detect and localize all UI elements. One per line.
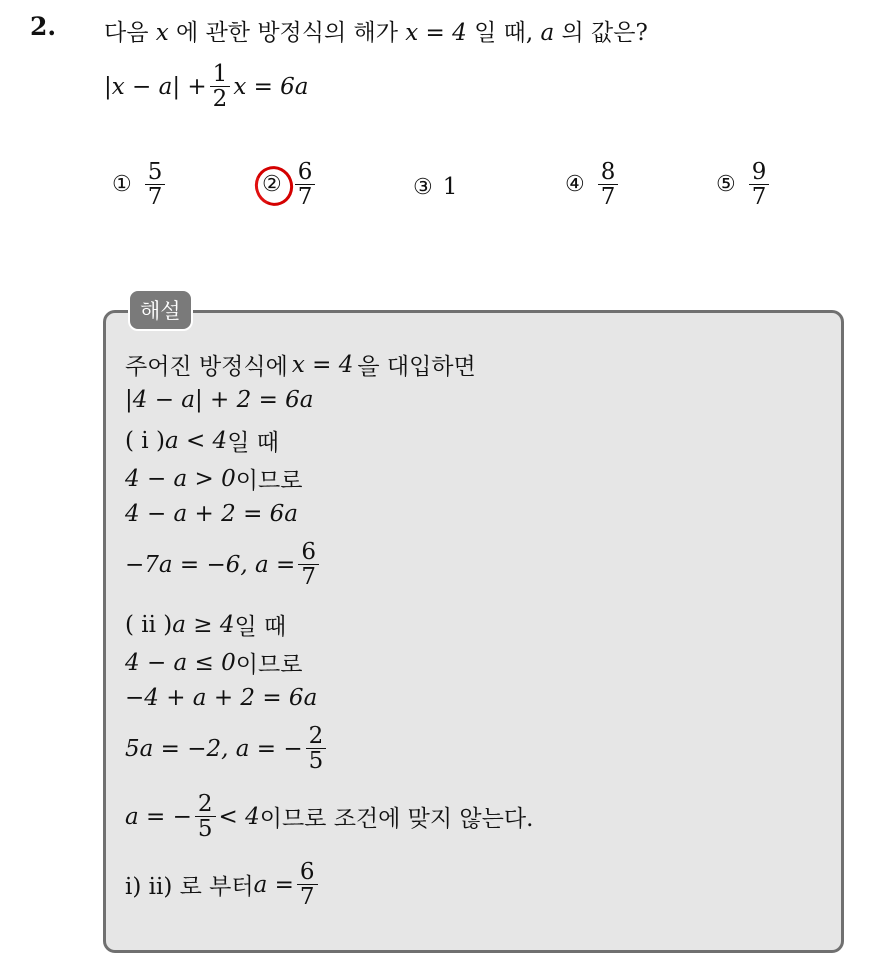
solution-line-8: 4 − a ≤ 0 이므로	[125, 649, 303, 678]
choice-5[interactable]: ⑤ $\frac{9}{7}$	[716, 160, 772, 209]
question-number: 2.	[30, 12, 57, 41]
equation-fraction: $\frac{1}{2}$	[210, 62, 231, 111]
choice-2[interactable]: ② $\frac{6}{7}$	[262, 160, 318, 209]
solution-line-12: i) ii) 로 부터 a = $\frac{6}{7}$	[125, 860, 321, 909]
choice-3[interactable]: ③ 1	[413, 174, 458, 200]
choice-1[interactable]: ① $\frac{5}{7}$	[112, 160, 168, 209]
solution-line-10: 5a = −2, a = − $\frac{2}{5}$	[125, 724, 329, 773]
answer-choices	[0, 160, 884, 220]
choice-4[interactable]: ④ $\frac{8}{7}$	[565, 160, 621, 209]
question-equation: |x − a| + $\frac{1}{2}$ x = 6a	[104, 61, 309, 113]
solution-line-6: −7a = −6, a = $\frac{6}{7}$	[125, 540, 322, 589]
solution-line-9: −4 + a + 2 = 6a	[125, 685, 318, 711]
selected-answer-circle	[249, 161, 298, 212]
solution-line-4: 4 − a > 0 이므로	[125, 465, 303, 494]
solution-line-11: a = − $\frac{2}{5}$ < 4 이므로 조건에 맞지 않는다.	[125, 791, 534, 843]
solution-line-3: ( i ) a < 4 일 때	[125, 427, 279, 456]
solution-line-1: 주어진 방정식에 x = 4 을 대입하면	[125, 351, 476, 380]
solution-tag: 해설	[128, 289, 193, 331]
solution-line-2: |4 − a| + 2 = 6a	[125, 387, 314, 413]
solution-line-7: ( ii ) a ≥ 4 일 때	[125, 611, 287, 640]
question-text: 다음 x 에 관한 방정식의 해가 x = 4 일 때, a 의 값은?	[104, 20, 648, 46]
solution-line-5: 4 − a + 2 = 6a	[125, 501, 299, 527]
